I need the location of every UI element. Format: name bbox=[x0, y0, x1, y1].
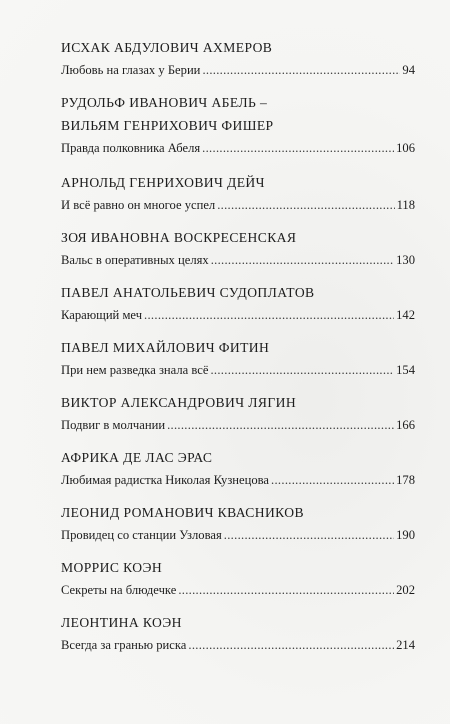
entry-page-number: 118 bbox=[396, 198, 415, 212]
entry-page-number: 190 bbox=[396, 528, 415, 542]
dot-leader bbox=[188, 634, 394, 656]
entry-title: Подвиг в молчании bbox=[61, 418, 166, 432]
entry-page-number: 154 bbox=[396, 363, 415, 377]
entry-line[interactable] bbox=[61, 359, 415, 381]
entry-line[interactable] bbox=[61, 59, 415, 81]
toc-entry bbox=[61, 36, 415, 91]
toc-entry bbox=[61, 446, 415, 501]
entry-title: Провидец со станции Узловая bbox=[61, 528, 222, 542]
dot-leader bbox=[224, 524, 394, 546]
toc-entry bbox=[61, 611, 415, 666]
entry-title: Правда полковника Абеля bbox=[61, 141, 201, 155]
entry-title: Секреты на блюдечке bbox=[61, 583, 177, 597]
entry-line[interactable] bbox=[61, 194, 415, 216]
toc-entry bbox=[61, 281, 415, 336]
toc-entry bbox=[61, 556, 415, 611]
entry-name-continued: ВИЛЬЯМ ГЕНРИХОВИЧ ФИШЕР bbox=[61, 118, 274, 133]
entry-name: АФРИКА ДЕ ЛАС ЭРАС bbox=[61, 450, 213, 465]
entry-name: МОРРИС КОЭН bbox=[61, 560, 163, 575]
toc-entry bbox=[61, 336, 415, 391]
entry-line[interactable] bbox=[61, 579, 415, 601]
entry-name: ПАВЕЛ АНАТОЛЬЕВИЧ СУДОПЛАТОВ bbox=[61, 285, 315, 300]
entry-name: ПАВЕЛ МИХАЙЛОВИЧ ФИТИН bbox=[61, 340, 270, 355]
entry-title: Любимая радистка Николая Кузнецова bbox=[61, 473, 270, 487]
dot-leader bbox=[178, 579, 394, 601]
dot-leader bbox=[211, 249, 394, 271]
entry-line[interactable] bbox=[61, 304, 415, 326]
entry-page-number: 202 bbox=[396, 583, 415, 597]
toc-entry bbox=[61, 91, 415, 171]
entry-name: АРНОЛЬД ГЕНРИХОВИЧ ДЕЙЧ bbox=[61, 175, 265, 190]
entry-line[interactable] bbox=[61, 414, 415, 436]
entry-page-number: 106 bbox=[396, 141, 415, 155]
entry-line[interactable] bbox=[61, 524, 415, 546]
entry-name: ЗОЯ ИВАНОВНА ВОСКРЕСЕНСКАЯ bbox=[61, 230, 297, 245]
toc-entry bbox=[61, 226, 415, 281]
entry-title: И всё равно он многое успел bbox=[61, 198, 216, 212]
entry-title: Карающий меч bbox=[61, 308, 143, 322]
entry-page-number: 130 bbox=[396, 253, 415, 267]
entry-title: Вальс в оперативных целях bbox=[61, 253, 209, 267]
dot-leader bbox=[144, 304, 394, 326]
entry-name: ИСХАК АБДУЛОВИЧ АХМЕРОВ bbox=[61, 40, 273, 55]
entry-page-number: 214 bbox=[396, 638, 415, 652]
entry-title: Всегда за гранью риска bbox=[61, 638, 187, 652]
entry-line[interactable] bbox=[61, 469, 415, 491]
dot-leader bbox=[167, 414, 394, 436]
entry-name: ЛЕОНТИНА КОЭН bbox=[61, 615, 182, 630]
dot-leader bbox=[271, 469, 394, 491]
entry-title: При нем разведка знала всё bbox=[61, 363, 209, 377]
entry-page-number: 178 bbox=[396, 473, 415, 487]
toc-entry bbox=[61, 171, 415, 226]
dot-leader bbox=[202, 59, 400, 81]
entry-line[interactable] bbox=[61, 249, 415, 271]
toc-entry bbox=[61, 501, 415, 556]
entry-page-number: 166 bbox=[396, 418, 415, 432]
entry-name: ЛЕОНИД РОМАНОВИЧ КВАСНИКОВ bbox=[61, 505, 304, 520]
entry-page-number: 142 bbox=[396, 308, 415, 322]
dot-leader bbox=[210, 359, 394, 381]
dot-leader bbox=[217, 194, 394, 216]
entry-name: ВИКТОР АЛЕКСАНДРОВИЧ ЛЯГИН bbox=[61, 395, 297, 410]
table-of-contents bbox=[61, 36, 415, 666]
entry-page-number: 94 bbox=[402, 63, 415, 77]
entry-name: РУДОЛЬФ ИВАНОВИЧ АБЕЛЬ – bbox=[61, 95, 268, 110]
entry-line[interactable] bbox=[61, 137, 415, 159]
dot-leader bbox=[202, 137, 394, 159]
toc-entry bbox=[61, 391, 415, 446]
entry-title: Любовь на глазах у Берии bbox=[61, 63, 201, 77]
entry-line[interactable] bbox=[61, 634, 415, 656]
